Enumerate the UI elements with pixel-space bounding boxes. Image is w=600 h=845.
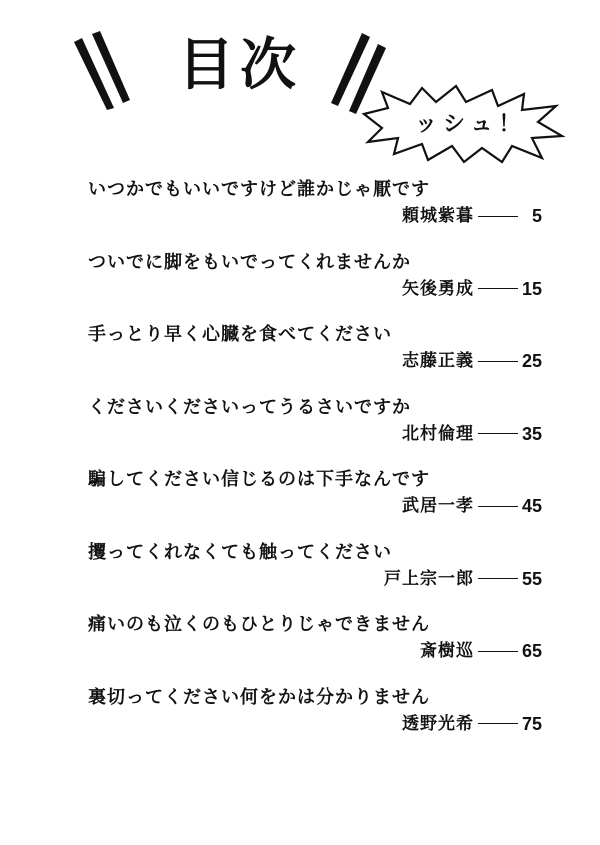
dash-leader [478,506,518,507]
entry-author-line [402,277,542,301]
entry-author-line [420,639,542,663]
dash-leader [478,651,518,652]
entry-title: 痛いのも泣くのもひとりじゃできません [88,614,430,635]
entry-author: 武居一孝 [402,496,474,516]
entry-title: 手っとり早く心臓を食べてください [88,324,392,345]
toc-entry[interactable] [0,323,600,383]
entry-page-number: 55 [521,568,542,589]
entry-page-number: 5 [531,206,542,226]
entry-author: 頼城紫暮 [402,206,474,226]
dash-leader [478,216,518,217]
burst-text: ッシュ！ [415,112,527,137]
entry-author: 志藤正義 [402,351,474,371]
page-title: 目次 [178,33,302,98]
entry-title: くださいくださいってうるさいですか [88,396,411,418]
entry-page-number: 15 [521,278,542,299]
entry-author: 透野光希 [402,713,474,734]
entry-page-number: 45 [521,496,542,516]
entry-page-number: 65 [521,641,542,661]
entry-page-number: 35 [521,423,542,444]
toc-entry[interactable] [0,686,600,746]
toc-entry[interactable] [0,178,600,238]
dash-leader [478,433,518,434]
entry-author: 戸上宗一郎 [384,568,474,589]
dash-leader [478,288,518,289]
entry-title: ついでに脚をもいでってくれませんか [88,251,411,273]
entry-title: いつかでもいいですけど誰かじゃ厭です [88,179,430,200]
entry-author: 矢後勇成 [402,278,474,299]
entry-author-line [384,567,542,591]
dash-leader [478,361,518,362]
toc-entry[interactable] [0,396,600,456]
entry-page-number: 25 [521,351,542,371]
toc-entry[interactable] [0,251,600,311]
entry-author-line [402,712,542,736]
entry-author: 北村倫理 [402,423,474,444]
entry-page-number: 75 [521,713,542,734]
entry-title: 裏切ってください何をかは分かりません [88,686,430,708]
entry-author-line [402,349,542,373]
entry-title: 騙してください信じるのは下手なんです [88,469,430,490]
toc-entry[interactable] [0,541,600,601]
entry-author-line [402,422,542,446]
entry-author-line [402,204,542,228]
entry-author-line [402,494,542,518]
entry-title: 攫ってくれなくても触ってください [88,541,392,563]
entry-author: 斎樹巡 [420,641,474,661]
toc-entry[interactable] [0,468,600,528]
dash-leader [478,723,518,724]
toc-entry[interactable] [0,613,600,673]
dash-leader [478,578,518,579]
